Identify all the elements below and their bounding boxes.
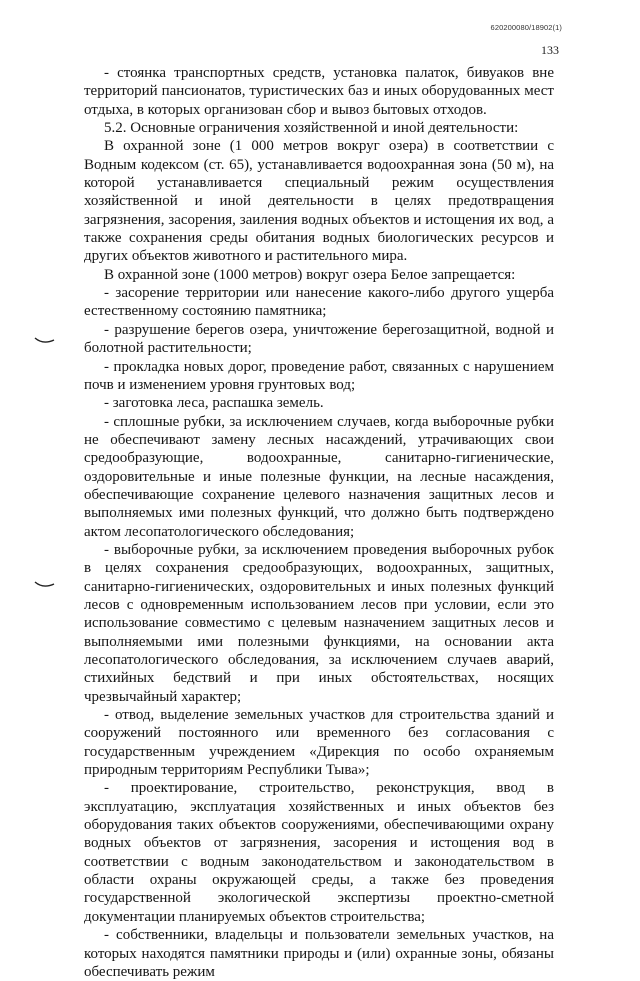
paragraph: - стоянка транспортных средств, установка палаток, бивуаков вне территорий пансионатов, туристических баз и иных оборудованных мест отдыха, в которых организован сбор и вывоз бытовых отходов.	[84, 65, 554, 118]
paragraph: - заготовка леса, распашка земель.	[104, 395, 324, 412]
paragraph: - засорение территории или нанесение какого-либо другого ущерба естественному состоянию памятника;	[84, 285, 554, 320]
paragraph: 5.2. Основные ограничения хозяйственной и иной деятельности:	[104, 120, 519, 137]
paragraph: В охранной зоне (1000 метров) вокруг озера Белое запрещается:	[104, 266, 516, 283]
paragraph: - сплошные рубки, за исключением случаев, когда выборочные рубки не обеспечивают замену лесных насаждений, утрачивающих свои средообразующие, водоохранные, санитарно-гигиенические, оздоровительные и иные полезные функции, на лесные насаждения, обеспечивающие сохранение целевого назначения защитных лесов и выполняемых ими полезных функций, что должно быть подтверждено актом лесопатологического обследования;	[84, 413, 554, 540]
paragraph: - разрушение берегов озера, уничтожение берегозащитной, водной и болотной растительности;	[84, 321, 554, 357]
paragraph: - выборочные рубки, за исключением проведения выборочных рубок в целях сохранения средообразующих, водоохранных, защитных, санитарно-гигиенических, оздоровительных и иных полезных функций лесов с одновременным использованием лесов при условии, если это использование совместимо с целевым назначением защитных лесов и выполняемыми ими полезными функциями, на основании акта лесопатологического обследования, за исключением случаев аварий, стихийных бедствий и при иных обстоятельствах, носящих чрезвычайный характер;	[84, 541, 554, 705]
paragraph: - собственники, владельцы и пользователи земельных участков, на которых находятся памятники природы и (или) охранные зоны, обязаны обеспечивать режим	[84, 927, 554, 980]
paragraph: - прокладка новых дорог, проведение работ, связанных с нарушением почв и изменением уровня грунтовых вод;	[84, 358, 554, 393]
paragraph: - проектирование, строительство, реконструкция, ввод в эксплуатацию, эксплуатация хозяйственных и иных объектов без оборудования таких объектов сооружениями, обеспечивающими охрану водных объектов от загрязнения, засорения и истощения вод в соответствии с водным законодательством и законодательством в области охраны окружающей среды, а также без проведения государственной экологической экспертизы проектно-сметной документации планируемых объектов строительства;	[84, 780, 554, 925]
margin-check-mark	[34, 336, 56, 346]
margin-check-mark	[34, 580, 56, 590]
paragraph: - отвод, выделение земельных участков для строительства зданий и сооружений постоянного или временного без согласования с государственным учреждением «Дирекция по особо охраняемым природным территориям Республики Тыва»;	[84, 707, 554, 779]
document-code: 620200080/18902(1)	[490, 23, 562, 32]
page-number: 133	[541, 43, 559, 57]
document-body	[84, 64, 554, 981]
paragraph: В охранной зоне (1 000 метров вокруг озера) в соответствии с Водным кодексом (ст. 65), устанавливается водоохранная зона (50 м), на которой устанавливается специальный режим осуществления хозяйственной и иной деятельности в целях предотвращения загрязнения, засорения, заиления водных объектов и истощения их вод, а также сохранения среды обитания водных биологических ресурсов и других объектов животного и растительного мира.	[84, 138, 554, 265]
